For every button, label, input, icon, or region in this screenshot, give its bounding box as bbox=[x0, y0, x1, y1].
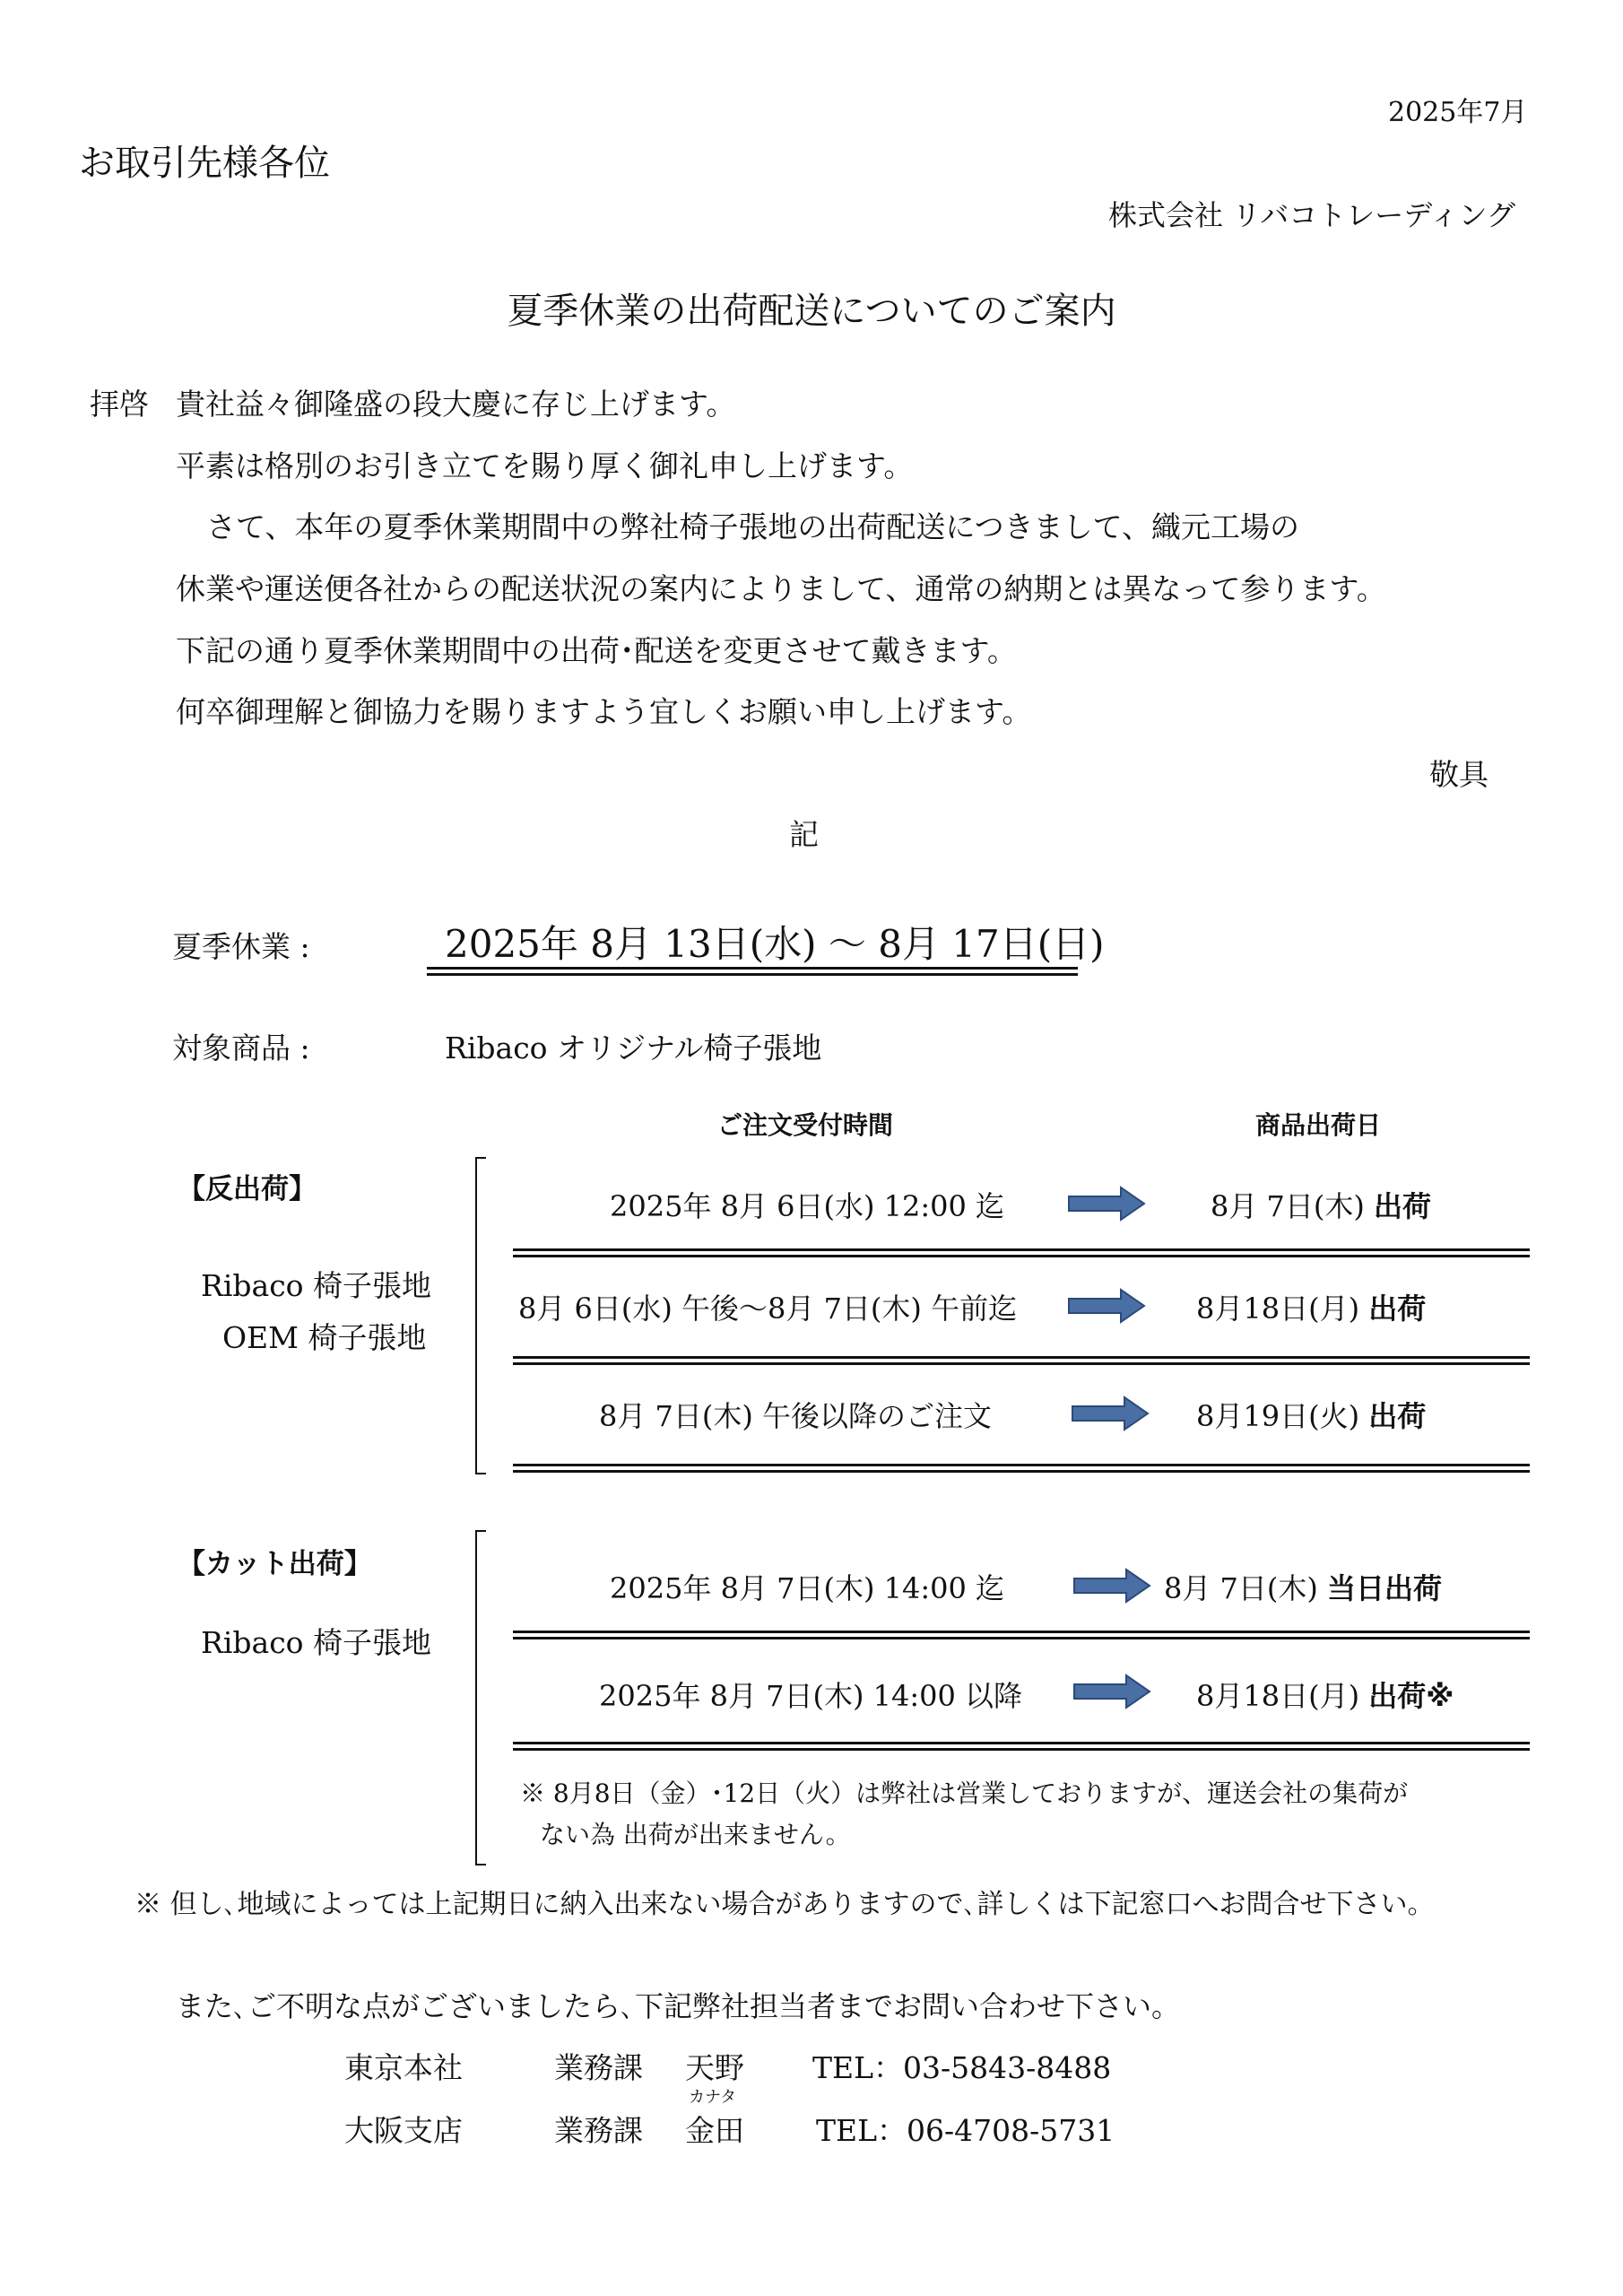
section-full-product-1: Ribaco 椅子張地 bbox=[201, 1268, 432, 1303]
greeting-line-2: 平素は格別のお引き立てを賜り厚く御礼申し上げます。 bbox=[176, 448, 914, 483]
contact-name-ruby: カナタ bbox=[689, 2088, 737, 2107]
section-full-product-2: OEM 椅子張地 bbox=[222, 1320, 427, 1355]
section-full-heading: 【反出荷】 bbox=[178, 1173, 317, 1205]
holiday-value: 2025年 8月 13日(水) ～ 8月 17日(日) bbox=[445, 922, 1105, 966]
section-cut-heading: 【カット出荷】 bbox=[178, 1548, 372, 1580]
ship-date-suffix: 出荷※ bbox=[1368, 1679, 1454, 1713]
greeting-line-1: 貴社益々御隆盛の段大慶に存じ上げます。 bbox=[176, 387, 736, 422]
contact-office: 東京本社 bbox=[344, 2050, 463, 2085]
greeting-line-6: 何卒御理解と御協力を賜りますよう宜しくお願い申し上げます。 bbox=[176, 694, 1032, 729]
order-time-text: 8月 6日(水) 午後～8月 7日(木) 午前迄 bbox=[518, 1292, 1018, 1326]
holiday-label: 夏季休業 : bbox=[172, 929, 310, 964]
row-divider bbox=[513, 1631, 1530, 1639]
contact-tel: TEL：06-4708-5731 bbox=[816, 2113, 1115, 2148]
sender-company: 株式会社 リバコトレーディング bbox=[1108, 198, 1516, 232]
order-time-text: 8月 7日(木) 午後以降のご注文 bbox=[599, 1399, 993, 1433]
contact-name-with-ruby bbox=[685, 2088, 744, 2150]
ship-date-text bbox=[1164, 1566, 1442, 1607]
contact-dept: 業務課 bbox=[554, 2050, 643, 2085]
arrow-right-icon bbox=[1067, 1288, 1148, 1324]
ship-date-text bbox=[1196, 1394, 1426, 1435]
row-divider bbox=[513, 1356, 1530, 1365]
column-order-time: ご注文受付時間 bbox=[717, 1110, 894, 1140]
greeting-line-5: 下記の通り夏季休業期間中の出荷･配送を変更させて戴きます。 bbox=[176, 633, 1017, 668]
ship-date-text bbox=[1196, 1286, 1426, 1327]
section-cut-bracket bbox=[475, 1530, 486, 1866]
section-full-bracket bbox=[475, 1157, 486, 1474]
contact-office: 大阪支店 bbox=[344, 2113, 463, 2148]
arrow-right-icon bbox=[1067, 1186, 1148, 1222]
ship-date-value: 8月 7日(木) bbox=[1211, 1189, 1365, 1223]
ship-date-value: 8月18日(月) bbox=[1196, 1292, 1360, 1326]
ship-date-suffix: 当日出荷 bbox=[1327, 1571, 1443, 1605]
section-cut-product-1: Ribaco 椅子張地 bbox=[201, 1625, 432, 1660]
ship-date-suffix: 出荷 bbox=[1374, 1189, 1432, 1223]
row-divider bbox=[513, 1742, 1530, 1751]
ship-date-value: 8月19日(火) bbox=[1196, 1399, 1360, 1433]
ship-date-text bbox=[1196, 1674, 1454, 1715]
order-time-text: 2025年 8月 7日(木) 14:00 迄 bbox=[610, 1571, 1005, 1605]
contact-name: 天野 bbox=[685, 2050, 744, 2085]
target-label: 対象商品 : bbox=[172, 1031, 310, 1065]
ki-mark: 記 bbox=[789, 817, 819, 852]
ship-date-suffix: 出荷 bbox=[1368, 1292, 1427, 1326]
opening-word: 拝啓 bbox=[90, 387, 149, 422]
row-divider bbox=[513, 1464, 1530, 1473]
ship-date-text bbox=[1211, 1184, 1431, 1225]
greeting-line-3: さて、本年の夏季休業期間中の弊社椅子張地の出荷配送につきまして、織元工場の bbox=[206, 509, 1300, 544]
row-divider bbox=[513, 1248, 1530, 1257]
section-cut-note-1: ※ 8月8日（金）･12日（火）は弊社は営業しておりますが、運送会社の集荷が bbox=[520, 1779, 1409, 1808]
document-date: 2025年7月 bbox=[1388, 97, 1528, 128]
section-cut-note-2: ない為 出荷が出来ません。 bbox=[540, 1820, 851, 1849]
arrow-right-icon bbox=[1071, 1396, 1151, 1431]
contact-dept: 業務課 bbox=[554, 2113, 643, 2148]
contact-tel: TEL：03-5843-8488 bbox=[812, 2050, 1112, 2085]
contact-name: 金田 bbox=[685, 2113, 744, 2148]
order-time-text: 2025年 8月 7日(木) 14:00 以降 bbox=[599, 1679, 1023, 1713]
arrow-right-icon bbox=[1072, 1568, 1153, 1604]
ship-date-value: 8月18日(月) bbox=[1196, 1679, 1360, 1713]
order-time-text: 2025年 8月 6日(水) 12:00 迄 bbox=[610, 1189, 1005, 1223]
ship-date-suffix: 出荷 bbox=[1368, 1399, 1427, 1433]
footnote: ※ 但し､地域によっては上記期日に納入出来ない場合がありますので､詳しくは下記窓口へお問合せ下さい。 bbox=[135, 1889, 1435, 1920]
ship-date-value: 8月 7日(木) bbox=[1164, 1571, 1318, 1605]
holiday-underline bbox=[427, 967, 1078, 976]
arrow-right-icon bbox=[1072, 1674, 1153, 1709]
column-ship-date: 商品出荷日 bbox=[1255, 1110, 1382, 1140]
greeting-line-4: 休業や運送便各社からの配送状況の案内によりまして、通常の納期とは異なって参ります。 bbox=[176, 571, 1386, 606]
page-title: 夏季休業の出荷配送についてのご案内 bbox=[507, 291, 1116, 332]
target-value: Ribaco オリジナル椅子張地 bbox=[445, 1031, 822, 1065]
closing-word: 敬具 bbox=[1429, 757, 1488, 792]
contact-intro: また､ご不明な点がございましたら､下記弊社担当者までお問い合わせ下さい。 bbox=[176, 1989, 1181, 2023]
addressee: お取引先様各位 bbox=[79, 143, 330, 184]
